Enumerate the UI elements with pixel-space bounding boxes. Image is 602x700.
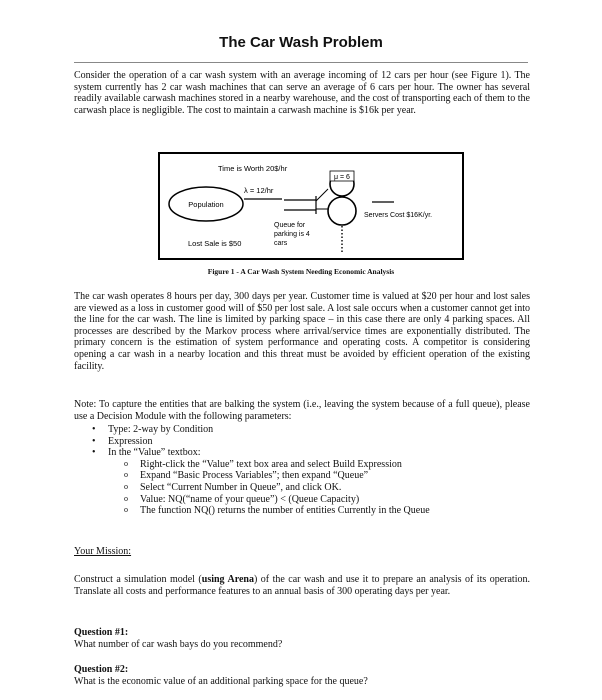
question-1-text: What number of car wash bays do you recommend?	[74, 639, 283, 650]
intro-paragraph: Consider the operation of a car wash system with an average incoming of 12 cars per hour (see Figure 1). The system currently has 2 car wash machines that can serve an average of 6 cars per hour. The owner has several readily available carwash machines stored in a nearby warehouse, and the cost of transporting each of them to the carwash place is negligible. The cost to maintain a carwash machine is $16k per year.	[74, 70, 530, 116]
page-title: The Car Wash Problem	[219, 34, 383, 51]
bullet-value-text: In the “Value” textbox:	[108, 447, 201, 459]
mission-heading: Your Mission:	[74, 546, 132, 557]
queue-label-line2: parking is 4	[274, 231, 310, 238]
bullet-type-text: Type: 2-way by Condition	[108, 424, 214, 435]
value-steps-list	[108, 459, 532, 517]
bullet-value-textbox	[92, 447, 532, 517]
question-2-text: What is the economic value of an additional parking space for the queue?	[74, 676, 368, 687]
question-2-label: Question #2:	[74, 664, 129, 675]
queue-label-line3: cars	[274, 240, 288, 247]
mission-text-bold: using Arena	[201, 574, 254, 585]
value-step: o The function NQ() returns the number of entities Currently in the Queue	[124, 505, 532, 517]
bullet-type	[92, 424, 532, 436]
mission-text-post: ) of the car wash and use it to prepare an analysis of its operation. Translate all costs and performance features to an annual basis of 300 operating days per year.	[74, 574, 530, 597]
value-step: o Expand “Basic Process Variables”; then expand “Queue”	[124, 470, 532, 482]
figure-1-diagram	[158, 152, 464, 260]
population-label: Population	[188, 200, 224, 209]
server-2-circle	[328, 197, 356, 225]
decision-module-parameters	[92, 424, 532, 517]
queue-label-line1: Queue for	[274, 222, 306, 229]
figure-caption: Figure 1 - A Car Wash System Needing Economic Analysis	[207, 267, 395, 276]
mission-text-pre: Construct a simulation model (	[74, 574, 202, 585]
operations-paragraph: The car wash operates 8 hours per day, 300 days per year. Customer time is valued at $20 per hour and lost sales are viewed as a loss in customer good will of $50 per lost sale. A lost sale occurs when a customer cannot get into the line for the car wash. The line is limited by parking space – in this case there are only 4 parking spaces. All processes are described by the Markov process where arrival/service times are exponentially distributed. The primary concern is the estimation of system performance and operating costs. A competitor is considering opening a car wash in a nearby location and this threat must be avoided by efficient operation of the existing facility.	[74, 291, 530, 372]
servers-cost-label: Servers Cost $16K/yr.	[364, 212, 433, 219]
mu-label: μ = 6	[334, 174, 350, 181]
lambda-label: λ = 12/hr	[244, 186, 274, 195]
mission-paragraph	[74, 574, 530, 597]
value-step: o Right-click the “Value” text box area and select Build Expression	[124, 459, 532, 471]
note-paragraph: Note: To capture the entities that are balking the system (i.e., leaving the system because of a full queue), please use a Decision Module with the following parameters:	[74, 399, 530, 422]
value-step: o Select “Current Number in Queue”, and click OK.	[124, 482, 532, 494]
bullet-expression	[92, 436, 532, 448]
bullet-expression-text: Expression	[108, 435, 153, 447]
title-divider	[74, 62, 528, 63]
branch-line-upper	[316, 189, 328, 201]
time-worth-label: Time is Worth 20$/hr	[218, 164, 288, 173]
value-step: o Value: NQ(“name of your queue”) < (Queue Capacity)	[124, 494, 532, 506]
question-1-label: Question #1:	[74, 627, 129, 638]
car-wash-system-svg	[160, 154, 462, 258]
lost-sale-label: Lost Sale is $50	[188, 239, 242, 248]
